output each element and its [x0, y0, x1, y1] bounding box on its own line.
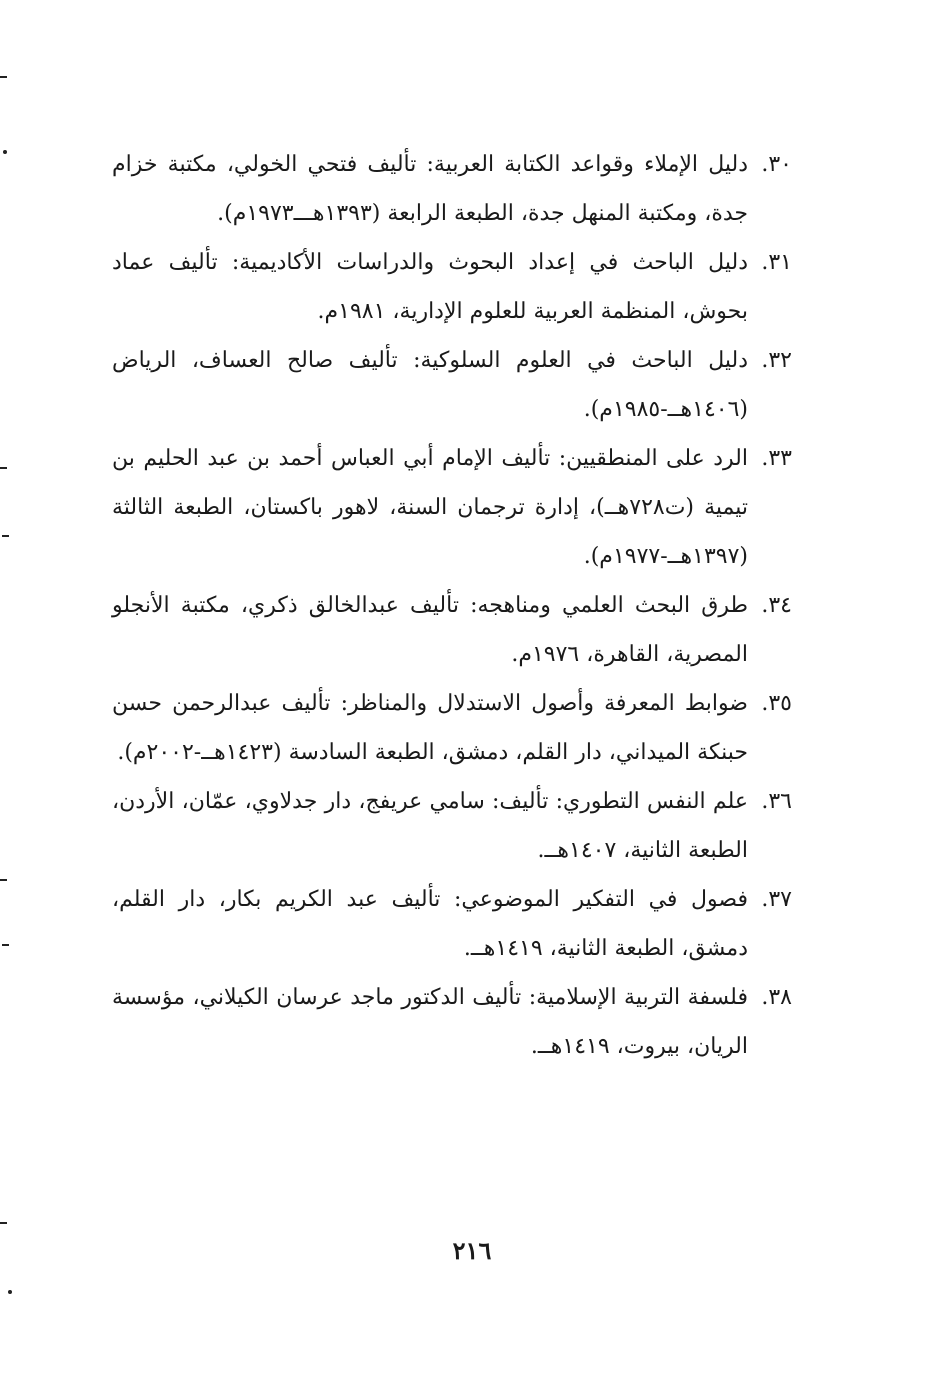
reference-number: ٣٨. [761, 985, 792, 1010]
reference-item [112, 679, 792, 777]
reference-number: ٣٤. [761, 593, 792, 618]
margin-mark [0, 76, 7, 78]
reference-text: فلسفة التربية الإسلامية: تأليف الدكتور ماجد عرسان الكيلاني، مؤسسة الريان، بيروت، ١٤١٩هــ. [112, 985, 748, 1059]
reference-text: ضوابط المعرفة وأصول الاستدلال والمناظر: تأليف عبدالرحمن حسن حبنكة الميداني، دار القلم، دمشق، الطبعة السادسة (١٤٢٣هــ-٢٠٠٢م). [112, 691, 748, 765]
reference-text: دليل الإملاء وقواعد الكتابة العربية: تأليف فتحي الخولي، مكتبة خزام جدة، ومكتبة المنهل جدة، الطبعة الرابعة (١٣٩٣هـــ١٩٧٣م). [112, 152, 748, 226]
reference-number: ٣٣. [761, 446, 792, 471]
reference-item [112, 434, 792, 581]
margin-mark [2, 944, 9, 946]
margin-mark [0, 467, 7, 469]
margin-mark [0, 1222, 7, 1224]
reference-text: علم النفس التطوري: تأليف: سامي عريفج، دار جدلاوي، عمّان، الأردن، الطبعة الثانية، ١٤٠٧هــ. [112, 789, 748, 863]
reference-item [112, 140, 792, 238]
reference-text: دليل الباحث في العلوم السلوكية: تأليف صالح العساف، الرياض (١٤٠٦هــ-١٩٨٥م). [112, 348, 748, 422]
reference-text: الرد على المنطقيين: تأليف الإمام أبي العباس أحمد بن عبد الحليم بن تيمية (ت٧٢٨هــ)، إدارة ترجمان السنة، لاهور باكستان، الطبعة الثالثة (١٣٩٧هــ-١٩٧٧م). [112, 446, 748, 569]
reference-number: ٣٧. [761, 887, 792, 912]
reference-item [112, 777, 792, 875]
reference-item [112, 238, 792, 336]
margin-mark [2, 535, 9, 537]
reference-number: ٣٥. [761, 691, 792, 716]
reference-text: فصول في التفكير الموضوعي: تأليف عبد الكريم بكار، دار القلم، دمشق، الطبعة الثانية، ١٤١٩هــ. [112, 887, 748, 961]
margin-mark [0, 879, 7, 881]
margin-mark [3, 150, 7, 154]
page-number: ٢١٦ [452, 1236, 492, 1265]
reference-item [112, 973, 792, 1071]
reference-text: دليل الباحث في إعداد البحوث والدراسات الأكاديمية: تأليف عماد بحوش، المنظمة العربية للعلوم الإدارية، ١٩٨١م. [112, 250, 748, 324]
reference-list [112, 140, 792, 1071]
reference-number: ٣٢. [761, 348, 792, 373]
margin-mark [8, 1290, 12, 1294]
reference-number: ٣٠. [761, 152, 792, 177]
reference-number: ٣٦. [761, 789, 792, 814]
reference-text: طرق البحث العلمي ومناهجه: تأليف عبدالخالق ذكري، مكتبة الأنجلو المصرية، القاهرة، ١٩٧٦م. [112, 593, 748, 667]
reference-item [112, 336, 792, 434]
reference-item [112, 875, 792, 973]
reference-number: ٣١. [761, 250, 792, 275]
reference-item [112, 581, 792, 679]
